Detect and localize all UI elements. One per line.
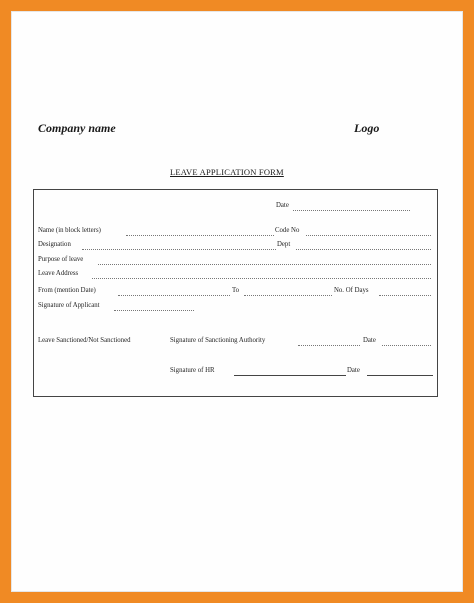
form-title: LEAVE APPLICATION FORM bbox=[170, 167, 284, 177]
hr-date-label: Date bbox=[347, 367, 360, 374]
code-field[interactable] bbox=[306, 235, 431, 236]
applicant-signature-field[interactable] bbox=[114, 310, 194, 311]
company-name: Company name bbox=[38, 121, 116, 135]
authority-signature-field[interactable] bbox=[298, 345, 360, 346]
address-field[interactable] bbox=[92, 278, 431, 279]
purpose-label: Purpose of leave bbox=[38, 256, 84, 263]
logo-placeholder: Logo bbox=[354, 121, 380, 135]
days-field[interactable] bbox=[379, 295, 431, 296]
date-field[interactable] bbox=[293, 210, 410, 211]
date-label: Date bbox=[276, 202, 289, 209]
sanction-status-label: Leave Sanctioned/Not Sanctioned bbox=[38, 337, 131, 344]
hr-signature-label: Signature of HR bbox=[170, 367, 215, 374]
code-label: Code No bbox=[275, 227, 300, 234]
leave-form bbox=[33, 189, 438, 397]
authority-date-label: Date bbox=[363, 337, 376, 344]
days-label: No. Of Days bbox=[334, 287, 369, 294]
designation-field[interactable] bbox=[82, 249, 276, 250]
dept-field[interactable] bbox=[296, 249, 431, 250]
applicant-signature-label: Signature of Applicant bbox=[38, 302, 100, 309]
from-label: From (mention Date) bbox=[38, 287, 96, 294]
address-label: Leave Address bbox=[38, 270, 79, 277]
dept-label: Dept bbox=[277, 241, 291, 248]
from-field[interactable] bbox=[118, 295, 230, 296]
to-field[interactable] bbox=[244, 295, 332, 296]
purpose-field[interactable] bbox=[98, 264, 431, 265]
name-field[interactable] bbox=[126, 235, 274, 236]
authority-date-field[interactable] bbox=[382, 345, 431, 346]
designation-label: Designation bbox=[38, 241, 71, 248]
hr-date-field[interactable] bbox=[367, 375, 433, 376]
to-label: To bbox=[232, 287, 240, 294]
name-label: Name (in block letters) bbox=[38, 227, 101, 234]
authority-signature-label: Signature of Sanctioning Authority bbox=[170, 337, 266, 344]
hr-signature-field[interactable] bbox=[234, 375, 346, 376]
